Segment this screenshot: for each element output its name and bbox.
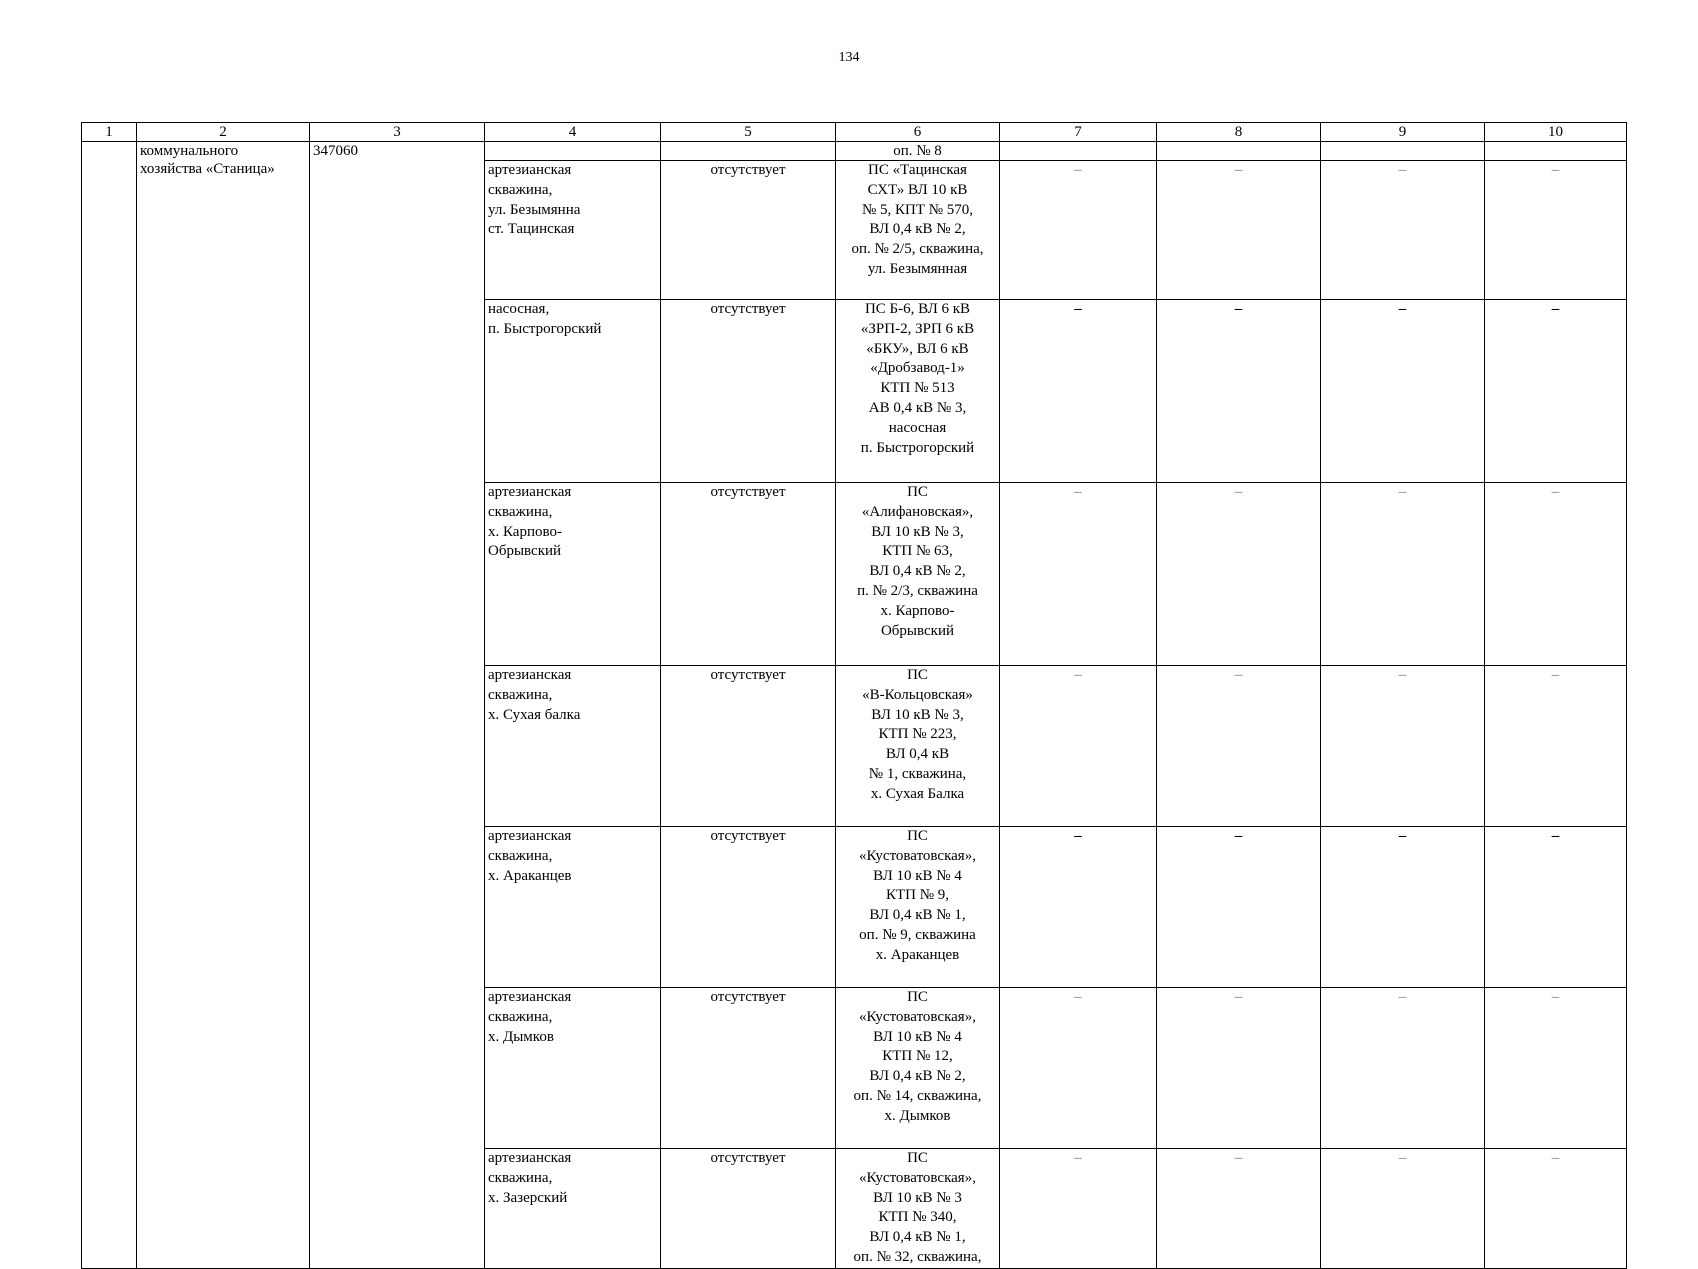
object-line: х. Карпово-	[488, 523, 562, 540]
power-supply-line: ВЛ 10 кВ № 3,	[871, 523, 964, 540]
power-supply-line: оп. № 9, скважина	[859, 926, 976, 943]
column-header: 1	[82, 123, 137, 142]
power-supply-line: ВЛ 0,4 кВ	[885, 746, 950, 763]
power-supply-line: КТП № 63,	[882, 543, 953, 560]
power-supply-line: оп. № 32, скважина,	[853, 1248, 982, 1265]
dash-cell: –	[1000, 988, 1157, 1149]
status-cell: отсутствует	[661, 827, 836, 988]
object-cell	[485, 483, 661, 666]
object-line: скважина,	[488, 181, 553, 198]
dash-cell: –	[1485, 300, 1627, 483]
power-supply-line: «Дробзавод-1»	[870, 360, 965, 377]
object-line: артезианская	[488, 667, 572, 683]
dash-cell: –	[1321, 666, 1485, 827]
power-supply-line: ПС	[907, 484, 928, 500]
column-header: 7	[1000, 123, 1157, 142]
object-cell	[485, 666, 661, 827]
power-supply-line: «Алифановская»,	[861, 503, 974, 520]
object-cell	[485, 1149, 661, 1269]
continuation-cell	[1000, 142, 1157, 161]
org-name-line: хозяйства «Станица»	[140, 161, 275, 177]
status-cell: отсутствует	[661, 666, 836, 827]
column-header: 6	[836, 123, 1000, 142]
power-supply-line: «Кустоватовская»,	[859, 847, 976, 864]
power-supply-line: ВЛ 10 кВ № 4	[873, 867, 962, 884]
column-header: 2	[137, 123, 310, 142]
dash-cell: –	[1000, 300, 1157, 483]
continuation-cell	[661, 142, 836, 161]
dash-cell: –	[1157, 161, 1321, 300]
column-header: 9	[1321, 123, 1485, 142]
dash-cell: –	[1485, 827, 1627, 988]
power-supply-line: ВЛ 0,4 кВ № 1,	[869, 1229, 966, 1246]
object-line: х. Зазерский	[488, 1189, 568, 1206]
power-supply-line: «Кустоватовская»,	[859, 1169, 976, 1186]
power-supply-line: ПС	[907, 667, 928, 683]
column-header: 3	[310, 123, 485, 142]
org-name-cell	[137, 142, 310, 1269]
power-supply-line: «В-Кольцовская»	[862, 686, 973, 703]
dash-cell: –	[1485, 666, 1627, 827]
power-supply-line: х. Карпово-	[880, 602, 955, 619]
status-cell: отсутствует	[661, 988, 836, 1149]
power-supply-line: ПС	[907, 989, 928, 1005]
power-supply-line: № 1, скважина,	[868, 765, 967, 782]
power-supply-line: ВЛ 0,4 кВ № 2,	[869, 221, 966, 238]
power-supply-line: ВЛ 0,4 кВ № 2,	[869, 563, 966, 580]
column-header: 4	[485, 123, 661, 142]
object-line: ул. Безымянна	[488, 201, 581, 218]
power-supply-line: ВЛ 10 кВ № 3,	[871, 706, 964, 723]
dash-cell: –	[1000, 827, 1157, 988]
object-line: ст. Тацинская	[488, 221, 575, 238]
power-supply-line: ВЛ 0,4 кВ № 1,	[869, 907, 966, 924]
power-supply-cell	[836, 300, 1000, 483]
dash-cell: –	[1321, 1149, 1485, 1269]
power-supply-line: насосная	[888, 419, 947, 436]
power-supply-line: КТП № 513	[880, 380, 955, 397]
status-cell: отсутствует	[661, 1149, 836, 1269]
dash-cell: –	[1321, 988, 1485, 1149]
dash-cell: –	[1157, 666, 1321, 827]
power-supply-cell	[836, 161, 1000, 300]
power-supply-line: п. № 2/3, скважина	[857, 582, 978, 599]
dash-cell: –	[1157, 483, 1321, 666]
object-line: скважина,	[488, 1008, 553, 1025]
power-supply-line: КТП № 223,	[878, 726, 957, 743]
power-supply-line: ул. Безымянная	[867, 260, 968, 277]
status-cell: отсутствует	[661, 483, 836, 666]
continuation-cell	[1485, 142, 1627, 161]
column-header-row	[82, 123, 1627, 142]
power-supply-line: «БКУ», ВЛ 6 кВ	[866, 340, 969, 357]
object-line: артезианская	[488, 484, 572, 500]
power-supply-line: ПС Б-6, ВЛ 6 кВ	[864, 301, 971, 317]
dash-cell: –	[1321, 300, 1485, 483]
power-supply-line: «ЗРП-2, ЗРП 6 кВ	[860, 320, 975, 337]
column-header: 10	[1485, 123, 1627, 142]
object-cell	[485, 827, 661, 988]
object-cell	[485, 161, 661, 300]
dash-cell: –	[1157, 988, 1321, 1149]
power-supply-line: КТП № 9,	[885, 887, 950, 904]
dash-cell: –	[1000, 161, 1157, 300]
power-supply-line: ВЛ 0,4 кВ № 2,	[869, 1068, 966, 1085]
object-cell	[485, 988, 661, 1149]
column-header: 5	[661, 123, 836, 142]
power-supply-line: х. Араканцев	[875, 946, 960, 963]
dash-cell: –	[1157, 827, 1321, 988]
power-supply-line: ПС «Тацинская	[868, 162, 967, 178]
power-supply-cell	[836, 827, 1000, 988]
object-line: артезианская	[488, 989, 572, 1005]
dash-cell: –	[1000, 666, 1157, 827]
object-line: скважина,	[488, 847, 553, 864]
org-name-line: коммунального	[140, 143, 239, 159]
power-supply-cell	[836, 666, 1000, 827]
dash-cell: –	[1485, 1149, 1627, 1269]
power-supply-cell	[836, 483, 1000, 666]
power-supply-line: КТП № 340,	[878, 1209, 957, 1226]
power-supply-line: х. Дымков	[884, 1107, 951, 1124]
object-cell	[485, 300, 661, 483]
power-supply-line: х. Сухая Балка	[870, 785, 965, 802]
object-line: х. Араканцев	[488, 867, 572, 884]
object-line: п. Быстрогорский	[488, 320, 602, 337]
power-supply-line: «Кустоватовская»,	[859, 1008, 976, 1025]
dash-cell: –	[1000, 483, 1157, 666]
power-supply-line: КТП № 12,	[882, 1048, 953, 1065]
power-supply-line: СХТ» ВЛ 10 кВ	[867, 181, 968, 198]
object-line: артезианская	[488, 828, 572, 844]
continuation-power-cell: оп. № 8	[836, 142, 1000, 161]
dash-cell: –	[1485, 161, 1627, 300]
power-supply-cell	[836, 988, 1000, 1149]
dash-cell: –	[1321, 161, 1485, 300]
power-supply-line: ВЛ 10 кВ № 3	[873, 1189, 962, 1206]
object-line: артезианская	[488, 162, 572, 178]
object-line: х. Дымков	[488, 1028, 554, 1045]
status-cell: отсутствует	[661, 300, 836, 483]
dash-cell: –	[1321, 827, 1485, 988]
object-line: х. Сухая балка	[488, 706, 581, 723]
col1-cell	[82, 142, 137, 1269]
power-supply-cell	[836, 1149, 1000, 1269]
dash-cell: –	[1157, 300, 1321, 483]
object-line: скважина,	[488, 686, 553, 703]
power-supply-line: ПС	[907, 1150, 928, 1166]
object-line: артезианская	[488, 1150, 572, 1166]
page-number: 134	[838, 50, 860, 65]
status-cell: отсутствует	[661, 161, 836, 300]
dash-cell: –	[1000, 1149, 1157, 1269]
org-code-cell: 347060	[310, 142, 485, 1269]
object-line: насосная,	[488, 301, 550, 317]
dash-cell: –	[1485, 988, 1627, 1149]
dash-cell: –	[1321, 483, 1485, 666]
continuation-cell	[1157, 142, 1321, 161]
power-supply-line: п. Быстрогорский	[860, 439, 975, 456]
object-line: Обрывский	[488, 543, 562, 560]
power-supply-line: ВЛ 10 кВ № 4	[873, 1028, 962, 1045]
power-supply-line: оп. № 14, скважина,	[853, 1087, 982, 1104]
dash-cell: –	[1485, 483, 1627, 666]
column-header: 8	[1157, 123, 1321, 142]
power-supply-line: оп. № 2/5, скважина,	[851, 241, 984, 258]
continuation-cell	[485, 142, 661, 161]
continuation-row	[82, 142, 1627, 161]
power-supply-line: № 5, КПТ № 570,	[861, 201, 974, 218]
data-table	[81, 122, 1627, 1269]
object-line: скважина,	[488, 503, 553, 520]
power-supply-line: ПС	[907, 828, 928, 844]
power-supply-line: Обрывский	[880, 622, 955, 639]
continuation-cell	[1321, 142, 1485, 161]
dash-cell: –	[1157, 1149, 1321, 1269]
power-supply-line: АВ 0,4 кВ № 3,	[868, 399, 967, 416]
object-line: скважина,	[488, 1169, 553, 1186]
